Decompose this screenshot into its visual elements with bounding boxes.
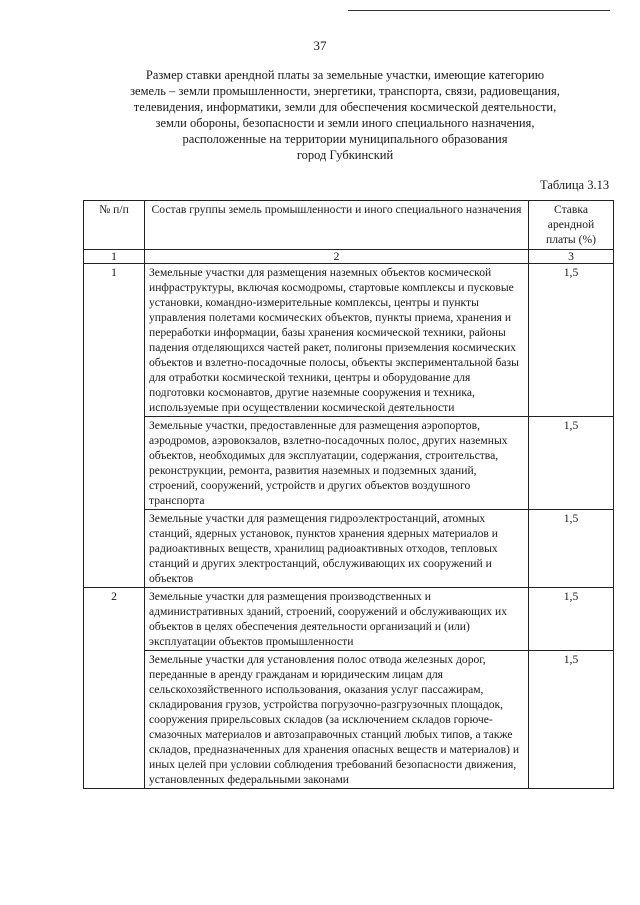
row-rate: 1,5: [529, 510, 614, 588]
heading-line: Размер ставки арендной платы за земельные участки, имеющие категорию: [145, 68, 545, 82]
row-number: 2: [84, 588, 145, 651]
row-number: [84, 651, 145, 789]
header-number: № п/п: [84, 201, 145, 250]
row-rate: 1,5: [529, 417, 614, 510]
row-rate: 1,5: [529, 588, 614, 651]
header-rate: Ставка арендной платы (%): [529, 201, 614, 250]
row-description: Земельные участки для размещения производственных и административных зданий, строений, сооружений и обслуживающих их объектов в целях обеспечения деятельности организаций и (или) эксплуатации объектов промышленности: [145, 588, 529, 651]
header-composition: Состав группы земель промышленности и иного специального назначения: [145, 201, 529, 250]
document-heading: [110, 67, 580, 163]
row-number: 1: [84, 264, 145, 417]
page-number: 37: [313, 38, 327, 53]
column-number: 3: [529, 250, 614, 264]
row-description: Земельные участки для размещения гидроэлектростанций, атомных станций, ядерных установок, пунктов хранения ядерных материалов и радиоактивных веществ, хранилищ радиоактивных отходов, тепловых станций и других электростанций, обслуживающих их сооружений и объектов: [145, 510, 529, 588]
table-row: [84, 264, 614, 417]
table-row: [84, 588, 614, 651]
heading-line: земель – земли промышленности, энергетики, транспорта, связи, радиовещания,: [130, 84, 560, 98]
heading-line: телевидения, информатики, земли для обеспечения космической деятельности,: [133, 100, 557, 114]
row-number: [84, 417, 145, 510]
heading-line: город Губкинский: [296, 148, 394, 162]
table-row: [84, 417, 614, 510]
row-number: [84, 510, 145, 588]
row-rate: 1,5: [529, 264, 614, 417]
column-number: 1: [84, 250, 145, 264]
row-description: Земельные участки для размещения наземных объектов космической инфраструктуры, включая космодромы, стартовые комплексы и пусковые установки, командно-измерительные комплексы, центры и пункты управления полетами космических объектов, пункты приема, хранения и переработки информации, базы хранения космической техники, районы падения отделяющихся частей ракет, полигоны приземления космических объектов и взлетно-посадочные полосы, объекты экспериментальной базы для отработки космической техники, центры и оборудование для подготовки космонавтов, другие наземные сооружения и техника, используемые при осуществлении космической деятельности: [145, 264, 529, 417]
row-rate: 1,5: [529, 651, 614, 789]
column-numbering-row: [84, 250, 614, 264]
heading-line: земли обороны, безопасности и земли иного специального назначения,: [155, 116, 535, 130]
table-row: [84, 510, 614, 588]
table-label: Таблица 3.13: [540, 178, 610, 192]
rates-table: [83, 200, 614, 789]
row-description: Земельные участки, предоставленные для размещения аэропортов, аэродромов, аэровокзалов, взлетно-посадочных полос, других наземных объектов, необходимых для эксплуатации, содержания, строительства, реконструкции, ремонта, развития наземных и подземных зданий, строений, сооружений, устройств и других объектов воздушного транспорта: [145, 417, 529, 510]
heading-line: расположенные на территории муниципального образования: [182, 132, 508, 146]
table-header-row: [84, 201, 614, 250]
column-number: 2: [145, 250, 529, 264]
row-description: Земельные участки для установления полос отвода железных дорог, переданные в аренду гражданам и юридическим лицам для сельскохозяйственного использования, оказания услуг пассажирам, складирования грузов, устройства погрузочно-разгрузочных площадок, сооружения прирельсовых складов (за исключением складов горюче-смазочных материалов и автозаправочных станций любых типов, а также складов, предназначенных для хранения опасных веществ и материалов) и иных целей при условии соблюдения требований безопасности движения, установленных федеральными законами: [145, 651, 529, 789]
top-rule: [348, 10, 610, 11]
table-row: [84, 651, 614, 789]
